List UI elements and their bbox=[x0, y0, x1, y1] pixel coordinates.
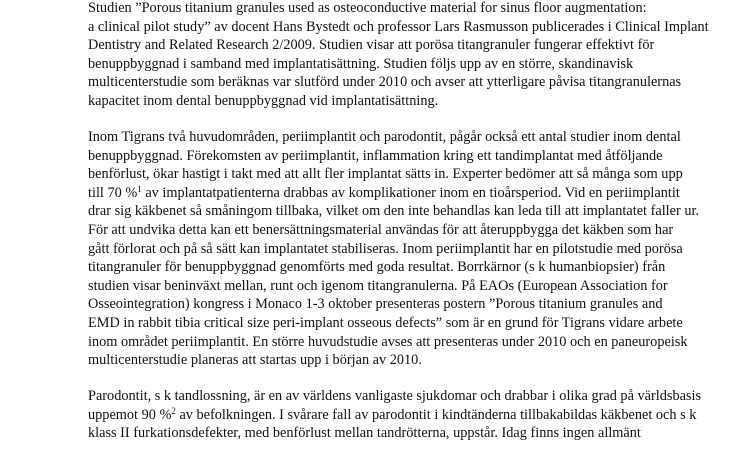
text-line: Dentistry and Related Research 2/2009. Studien visar att porösa titangranuler fungerar effektivt för bbox=[88, 37, 655, 54]
text-line: drar sig käkbenet så småningom tillbaka, vilket om den inte behandlas kan leda till att implantatet faller ur. bbox=[88, 203, 700, 220]
document-body bbox=[88, 0, 708, 461]
text-line: benförlust, ökar hastigt i takt med att allt fler implantat sätts in. Experter bedömer att så många som upp bbox=[88, 166, 683, 183]
text-line: Osseointegration) kongress i Monaco 1-3 oktober presenteras postern ”Porous titanium granules and bbox=[88, 296, 663, 313]
text-line: a clinical pilot study” av docent Hans Bystedt och professor Lars Rasmusson publicerades i Clinical Implant bbox=[88, 18, 709, 35]
text-line: kapacitet inom dental benuppbyggnad vid implantatisättning. bbox=[88, 92, 439, 109]
text-line: För att undvika detta kan ett benersättningsmaterial användas för att återuppbygga det käkben som har bbox=[88, 222, 674, 239]
text-line: Studien ”Porous titanium granules used as osteoconductive material for sinus floor augmentation: bbox=[88, 0, 647, 16]
paragraph-periodontitis bbox=[88, 387, 708, 443]
text-line: till 70 %$^1$ av implantatpatienterna drabbas av komplikationer inom en tioårsperiod. Vid en periimplantit bbox=[88, 183, 680, 201]
text-line: Parodontit, s k tandlossning, är en av världens vanligaste sjukdomar och drabbar i olika grad på världsbasis bbox=[88, 388, 702, 405]
text-line: gått förlorat och på så sätt kan implantatet stabiliseras. Inom periimplantit har en pilotstudie med porösa bbox=[88, 240, 683, 257]
text-line: Inom Tigrans två huvudområden, periimplantit och parodontit, pågår också ett antal studier inom dental bbox=[88, 129, 681, 146]
footnote-marker: 2 bbox=[171, 405, 176, 416]
text-line: benuppbyggnad i samband med implantatisättning. Studien följs upp av en större, skandinavisk bbox=[88, 55, 634, 72]
footnote-marker: 1 bbox=[137, 183, 142, 194]
paragraph-periimplantitis bbox=[88, 128, 708, 370]
text-line: uppemot 90 %$^2$ av befolkningen. I svårare fall av parodontit i kindtänderna tillbakabildas käkbenet och s k bbox=[88, 405, 697, 423]
text-line: multicenterstudie som beräknas var slutförd under 2010 och avser att ytterligare påvisa titangranulernas bbox=[88, 74, 682, 91]
text-line: klass II furkationsdefekter, med benförlust mellan tandrötterna, uppstår. Idag finns ingen allmänt bbox=[88, 425, 641, 442]
text-line: studien visar beninväxt mellan, runt och igenom titangranulerna. På EAOs (European Association for bbox=[88, 277, 668, 294]
text-line: EMD in rabbit tibia critical size peri-implant osseous defects” som är en grund för Tigrans vidare arbete bbox=[88, 315, 683, 331]
text-line: titangranuler för benuppbyggnad genomförts med goda resultat. Borrkärnor (s k humanbiopsier) från bbox=[88, 259, 666, 276]
text-line: inom området periimplantit. En större huvudstudie avses att presenteras under 2010 och en paneuropeisk bbox=[88, 333, 688, 350]
text-line: benuppbyggnad. Förekomsten av periimplantit, inflammation kring ett tandimplantat med åtföljande bbox=[88, 147, 663, 164]
paragraph-porous-titanium-study bbox=[88, 0, 708, 111]
text-line: multicenterstudie planeras att startas upp i början av 2010. bbox=[88, 352, 422, 369]
